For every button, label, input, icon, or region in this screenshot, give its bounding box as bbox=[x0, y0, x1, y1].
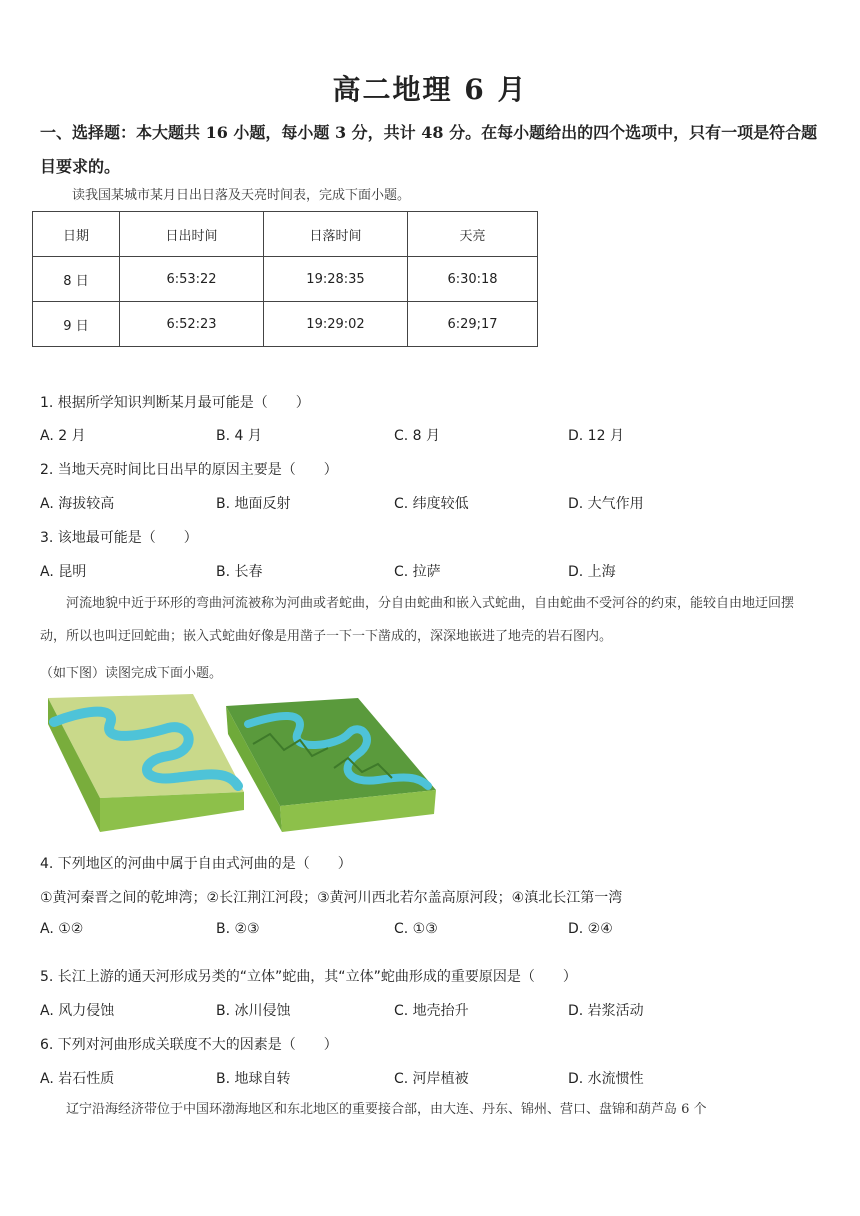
question-3-stem: 3. 该地最可能是（ ） bbox=[40, 530, 198, 546]
section-heading: 一、选择题：本大题共 16 小题，每小题 3 分，共计 48 分。在每小题给出的四个选项中，只有一项是符合题目要求的。 bbox=[40, 123, 818, 176]
table-header-cell: 日出时间 bbox=[120, 212, 264, 257]
question-5-option-c: C. 地壳抬升 bbox=[394, 1003, 469, 1019]
question-3-option-c: C. 拉萨 bbox=[394, 564, 441, 580]
liaoning-passage: 辽宁沿海经济带位于中国环渤海地区和东北地区的重要接合部，由大连、丹东、锦州、营口、盘锦和葫芦岛 6 个 bbox=[66, 1102, 707, 1117]
meander-passage: 河流地貌中近于环形的弯曲河流被称为河曲或者蛇曲，分自由蛇曲和嵌入式蛇曲，自由蛇曲不受河谷的约束，能较自由地迂回摆动，所以也叫迂回蛇曲；嵌入式蛇曲好像是用凿子一下一下凿成的，深深地嵌进了地壳的岩石图内。 bbox=[40, 596, 795, 644]
question-4-list: ①黄河秦晋之间的乾坤湾；②长江荆江河段；③黄河川西北若尔盖高原河段；④滇北长江第一湾 bbox=[40, 890, 623, 906]
question-6-option-d: D. 水流惯性 bbox=[568, 1071, 644, 1087]
question-3-option-b: B. 长春 bbox=[216, 564, 263, 580]
question-2-option-c: C. 纬度较低 bbox=[394, 496, 469, 512]
intro-text: 读我国某城市某月日出日落及天亮时间表，完成下面小题。 bbox=[72, 188, 411, 203]
sun-time-table bbox=[32, 211, 538, 347]
incised-meander-block bbox=[226, 698, 436, 832]
question-3-option-a: A. 昆明 bbox=[40, 564, 87, 580]
question-1-option-d: D. 12 月 bbox=[568, 428, 624, 444]
question-5-stem: 5. 长江上游的通天河形成另类的“立体”蛇曲，其“立体”蛇曲形成的重要原因是（ ） bbox=[40, 969, 577, 985]
question-5-option-a: A. 风力侵蚀 bbox=[40, 1003, 115, 1019]
meander-diagram bbox=[48, 694, 448, 836]
question-2-option-b: B. 地面反射 bbox=[216, 496, 291, 512]
table-header-cell: 日期 bbox=[33, 212, 120, 257]
question-4-option-d: D. ②④ bbox=[568, 921, 613, 937]
table-header-cell: 天亮 bbox=[408, 212, 538, 257]
question-2-option-a: A. 海拔较高 bbox=[40, 496, 115, 512]
table-cell: 8 日 bbox=[33, 257, 120, 302]
question-4-stem: 4. 下列地区的河曲中属于自由式河曲的是（ ） bbox=[40, 856, 352, 872]
question-4-option-c: C. ①③ bbox=[394, 921, 438, 937]
question-4-option-a: A. ①② bbox=[40, 921, 84, 937]
question-5-option-d: D. 岩浆活动 bbox=[568, 1003, 644, 1019]
question-6-stem: 6. 下列对河曲形成关联度不大的因素是（ ） bbox=[40, 1037, 338, 1053]
question-6-option-c: C. 河岸植被 bbox=[394, 1071, 469, 1087]
question-6-option-a: A. 岩石性质 bbox=[40, 1071, 115, 1087]
table-cell: 19:29:02 bbox=[264, 302, 408, 347]
free-meander-block bbox=[48, 694, 244, 832]
table-cell: 6:52:23 bbox=[120, 302, 264, 347]
question-4-option-b: B. ②③ bbox=[216, 921, 260, 937]
question-1-option-b: B. 4 月 bbox=[216, 428, 262, 444]
question-6-option-b: B. 地球自转 bbox=[216, 1071, 291, 1087]
question-1-option-c: C. 8 月 bbox=[394, 428, 441, 444]
table-cell: 9 日 bbox=[33, 302, 120, 347]
page-title: 高二地理 6 月 bbox=[332, 73, 528, 106]
question-1-stem: 1. 根据所学知识判断某月最可能是（ ） bbox=[40, 395, 310, 411]
table-cell: 6:53:22 bbox=[120, 257, 264, 302]
table-header-row bbox=[33, 212, 538, 257]
table-header-cell: 日落时间 bbox=[264, 212, 408, 257]
question-2-stem: 2. 当地天亮时间比日出早的原因主要是（ ） bbox=[40, 462, 338, 478]
question-2-option-d: D. 大气作用 bbox=[568, 496, 644, 512]
question-5-option-b: B. 冰川侵蚀 bbox=[216, 1003, 291, 1019]
table-row bbox=[33, 302, 538, 347]
question-3-option-d: D. 上海 bbox=[568, 564, 616, 580]
table-cell: 6:30:18 bbox=[408, 257, 538, 302]
meander-passage-end: （如下图）读图完成下面小题。 bbox=[40, 666, 223, 681]
question-1-option-a: A. 2 月 bbox=[40, 428, 86, 444]
table-cell: 19:28:35 bbox=[264, 257, 408, 302]
table-cell: 6:29;17 bbox=[408, 302, 538, 347]
table-row bbox=[33, 257, 538, 302]
